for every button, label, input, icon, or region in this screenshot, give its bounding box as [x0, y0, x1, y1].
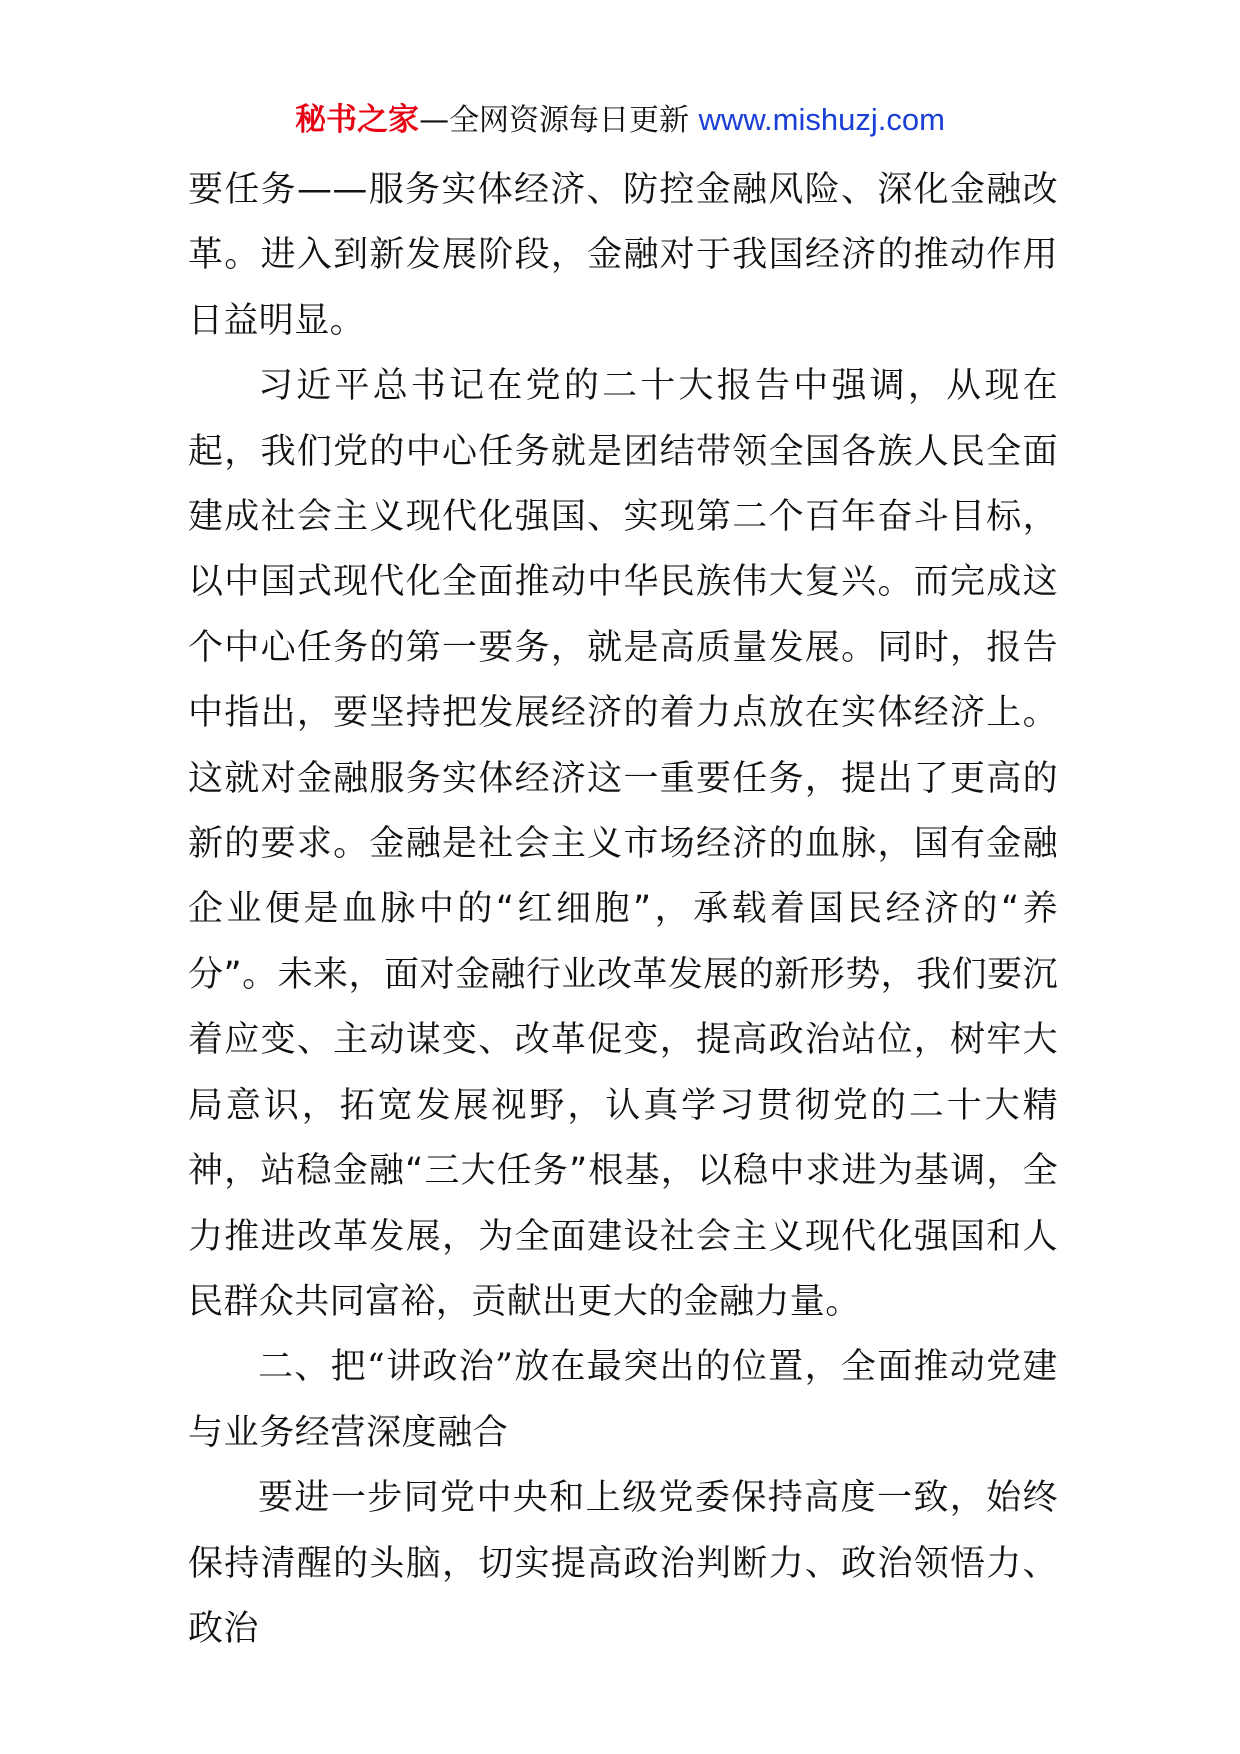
page-header	[0, 98, 1240, 143]
paragraph-political-alignment: 要进一步同党中央和上级党委保持高度一致，始终保持清醒的头脑，切实提高政治判断力、政治领悟力、政治	[188, 1478, 1058, 1649]
paragraph-continuation: 要任务——服务实体经济、防控金融风险、深化金融改革。进入到新发展阶段，金融对于我国经济的推动作用日益明显。	[188, 170, 1058, 341]
header-tagline: —全网资源每日更新	[419, 103, 699, 138]
site-url-link[interactable]: www.mishuzj.com	[698, 102, 945, 137]
section-heading-2: 二、把“讲政治”放在最突出的位置，全面推动党建与业务经营深度融合	[188, 1347, 1058, 1453]
site-brand: 秘书之家	[295, 102, 420, 138]
paragraph-party-congress: 习近平总书记在党的二十大报告中强调，从现在起，我们党的中心任务就是团结带领全国各族人民全面建成社会主义现代化强国、实现第二个百年奋斗目标，以中国式现代化全面推动中华民族伟大复兴。而完成这个中心任务的第一要务，就是高质量发展。同时，报告中指出，要坚持把发展经济的着力点放在实体经济上。这就对金融服务实体经济这一重要任务，提出了更高的新的要求。金融是社会主义市场经济的血脉，国有金融企业便是血脉中的“红细胞”，承载着国民经济的“养分”。未来，面对金融行业改革发展的新形势，我们要沉着应变、主动谋变、改革促变，提高政治站位，树牢大局意识，拓宽发展视野，认真学习贯彻党的二十大精神，站稳金融“三大任务”根基，以稳中求进为基调，全力推进改革发展，为全面建设社会主义现代化强国和人民群众共同富裕，贡献出更大的金融力量。	[188, 366, 1058, 1322]
document-body	[188, 158, 1058, 1662]
